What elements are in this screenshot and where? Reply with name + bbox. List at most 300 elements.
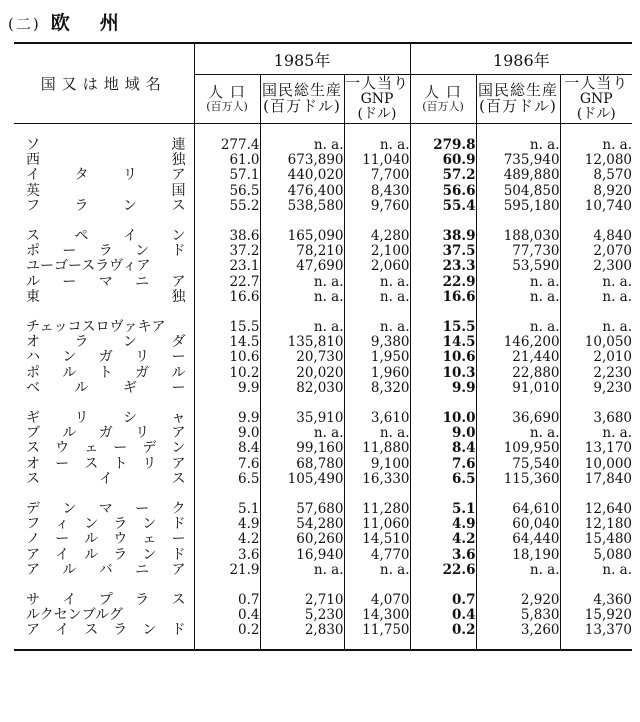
cell-p86: 6.5	[410, 472, 476, 487]
cell-p86: 9.9	[410, 381, 476, 396]
country-name-char: ア	[26, 561, 40, 578]
cell-g85: 476,400	[260, 184, 344, 199]
cell-c86: 2,070	[593, 243, 633, 260]
cell-c86: 12,180	[584, 516, 633, 533]
country-name-text	[14, 623, 194, 638]
table-row	[14, 199, 632, 214]
country-name-text	[14, 229, 194, 244]
cell-c86: 4,360	[593, 592, 633, 609]
cell-p86: 14.5	[410, 335, 476, 350]
country-name-char: ル	[62, 425, 77, 442]
cell-c86: 8,920	[593, 182, 633, 199]
country-name-char: ド	[171, 622, 186, 639]
country-name-char: ン	[142, 622, 157, 639]
country-name-text	[14, 350, 194, 365]
cell-g85: 135,810	[260, 335, 344, 350]
group-spacer	[14, 305, 632, 320]
cell-p86: 0.2	[410, 623, 476, 638]
country-name-text	[14, 199, 194, 214]
cell-c86: 4,840	[593, 228, 633, 245]
cell-c86: n. a.	[602, 561, 633, 578]
country-name-char: ル	[26, 273, 40, 290]
country-name-char: ア	[26, 622, 40, 639]
table-row	[14, 366, 632, 381]
cell-p86: 15.5	[410, 320, 476, 335]
country-name-char: ン	[62, 501, 77, 518]
cell-g85: 538,580	[260, 199, 344, 214]
country-name-char: プ	[98, 592, 113, 609]
cell-p85: 0.2	[194, 623, 260, 638]
cell-p86: 3.6	[410, 548, 476, 563]
cell-p85: 14.5	[194, 335, 260, 350]
country-name-text	[14, 441, 194, 456]
cell-c86: n. a.	[602, 137, 633, 153]
cell-p85: 22.7	[194, 275, 260, 290]
cell-c86: 2,230	[593, 364, 633, 381]
cell-g86: 735,940	[476, 153, 560, 168]
country-name-char: ア	[171, 167, 186, 184]
table-row	[14, 457, 632, 472]
cell-c85: 4,770	[344, 548, 410, 563]
cell-g85: 20,020	[260, 366, 344, 381]
country-name	[14, 593, 194, 608]
cell-p86: 4.2	[410, 532, 476, 547]
cell-c86: 2,010	[593, 349, 633, 366]
cell-p85: 55.2	[194, 199, 260, 214]
cell-c86: 12,640	[584, 501, 633, 518]
heading-char-1: 欧	[50, 12, 72, 34]
country-name-char: リ	[74, 410, 89, 427]
cell-c86: 8,570	[593, 167, 633, 184]
country-name-char: ス	[84, 622, 99, 639]
cell-p85: 8.4	[194, 441, 260, 456]
cell-g86: 60,040	[476, 517, 560, 532]
table-row	[14, 608, 632, 623]
cell-p85: 277.4	[194, 138, 260, 153]
country-name-char: ダ	[171, 334, 186, 351]
cell-g86: 146,200	[476, 335, 560, 350]
country-name-char: ー	[55, 455, 70, 472]
country-name-char: ン	[62, 349, 77, 366]
country-name-text	[14, 608, 194, 623]
section-heading	[8, 8, 121, 35]
country-name-char: イ	[55, 622, 70, 639]
country-name-char: ガ	[98, 425, 113, 442]
column-header-per-capita-1986	[560, 75, 632, 124]
country-name-char: ン	[142, 516, 157, 533]
cell-g85: 82,030	[260, 381, 344, 396]
cell-p85: 16.6	[194, 290, 260, 305]
country-name-char: ガ	[98, 349, 113, 366]
cell-p85: 5.1	[194, 502, 260, 517]
cell-g85: 673,890	[260, 153, 344, 168]
country-name-char: ー	[135, 501, 150, 518]
cell-g85: 16,940	[260, 548, 344, 563]
country-name-char: バ	[98, 561, 113, 578]
country-name-char: ウ	[55, 440, 70, 457]
cell-p86: 7.6	[410, 457, 476, 472]
country-name-text	[14, 593, 194, 608]
cell-c85: 11,060	[344, 517, 410, 532]
cell-c85: 8,430	[344, 184, 410, 199]
cell-g85: 20,730	[260, 350, 344, 365]
cell-g85: 35,910	[260, 411, 344, 426]
country-name-text	[14, 184, 194, 199]
country-name	[14, 350, 194, 365]
country-name-char: チェッコスロヴァキア	[26, 319, 166, 336]
country-name-char: ン	[171, 228, 186, 245]
group-spacer	[14, 639, 632, 650]
cell-g85: n. a.	[260, 290, 344, 305]
country-name-text	[14, 168, 194, 183]
column-header-region: 国又は地域名	[14, 43, 194, 124]
cell-g86: 91,010	[476, 381, 560, 396]
cell-p86: 16.6	[410, 290, 476, 305]
cell-p85: 56.5	[194, 184, 260, 199]
table-row	[14, 138, 632, 153]
country-name-char: デ	[26, 501, 40, 518]
country-name-char: マ	[98, 501, 113, 518]
country-name-char: フ	[26, 516, 40, 533]
cell-p85: 15.5	[194, 320, 260, 335]
cell-g85: 2,710	[260, 593, 344, 608]
table-row	[14, 472, 632, 487]
country-name	[14, 381, 194, 396]
country-name-char: ー	[171, 349, 186, 366]
cell-p85: 10.2	[194, 366, 260, 381]
cell-c85: 4,070	[344, 593, 410, 608]
cell-p86: 4.9	[410, 517, 476, 532]
cell-c85: 9,760	[344, 199, 410, 214]
population-unit: (百万人)	[422, 100, 464, 114]
cell-g86: 188,030	[476, 229, 560, 244]
cell-g86: 53,590	[476, 259, 560, 274]
country-name	[14, 426, 194, 441]
country-name-char: ス	[26, 228, 40, 245]
table-row	[14, 290, 632, 305]
cell-c85: 8,320	[344, 381, 410, 396]
cell-c85: 2,100	[344, 244, 410, 259]
country-name-char: ト	[98, 364, 113, 381]
country-name-char: シ	[123, 410, 137, 427]
country-name-char: ン	[171, 440, 186, 457]
cell-p86: 8.4	[410, 441, 476, 456]
country-name	[14, 335, 194, 350]
country-name-char: 独	[171, 288, 186, 305]
cell-c85: 1,950	[344, 350, 410, 365]
cell-p86: 38.9	[410, 229, 476, 244]
country-name	[14, 184, 194, 199]
country-name-text	[14, 290, 194, 305]
country-name-char: リ	[135, 349, 150, 366]
cell-g85: n. a.	[260, 320, 344, 335]
cell-c85: 9,100	[344, 457, 410, 472]
country-name-char: イ	[123, 228, 137, 245]
column-header-per-capita-1985	[344, 75, 410, 124]
country-name	[14, 502, 194, 517]
country-name-char: ド	[171, 516, 186, 533]
cell-g85: 99,160	[260, 441, 344, 456]
country-name-text	[14, 244, 194, 259]
cell-c85: n. a.	[344, 320, 410, 335]
country-name	[14, 290, 194, 305]
country-name-char: ブ	[26, 425, 40, 442]
country-name-char: ラ	[74, 197, 89, 214]
cell-p86: 0.7	[410, 593, 476, 608]
country-name-text	[14, 563, 194, 578]
country-name-char: ラ	[113, 546, 128, 563]
country-name-char: ィ	[55, 516, 70, 533]
country-name-char: 西	[26, 152, 40, 169]
cell-g86: 595,180	[476, 199, 560, 214]
country-name-char: ド	[171, 546, 186, 563]
cell-g86: 64,610	[476, 502, 560, 517]
population-unit: (百万人)	[206, 100, 248, 114]
cell-c85: n. a.	[344, 275, 410, 290]
country-name	[14, 532, 194, 547]
table-row	[14, 532, 632, 547]
cell-c86: 2,300	[593, 258, 633, 275]
cell-p85: 9.0	[194, 426, 260, 441]
cell-p85: 38.6	[194, 229, 260, 244]
cell-c86: 15,920	[584, 607, 633, 624]
country-name-char: ス	[26, 440, 40, 457]
cell-g86: 75,540	[476, 457, 560, 472]
country-name-char: ア	[171, 561, 186, 578]
cell-c86: 3,680	[593, 410, 633, 427]
cell-p86: 5.1	[410, 502, 476, 517]
cell-c86: 10,000	[584, 455, 633, 472]
table-row	[14, 411, 632, 426]
country-name-char: ル	[62, 561, 77, 578]
cell-c86: n. a.	[602, 273, 633, 290]
cell-p85: 3.6	[194, 548, 260, 563]
table-row	[14, 320, 632, 335]
country-name	[14, 259, 194, 274]
country-name-text	[14, 320, 194, 335]
cell-g86: 18,190	[476, 548, 560, 563]
country-name-char: ン	[123, 334, 137, 351]
cell-g86: n. a.	[476, 275, 560, 290]
country-name-text	[14, 457, 194, 472]
cell-p86: 22.9	[410, 275, 476, 290]
country-name-char: ル	[84, 531, 99, 548]
country-name	[14, 366, 194, 381]
country-name-char: ー	[171, 379, 186, 396]
country-name	[14, 623, 194, 638]
cell-p86: 22.6	[410, 563, 476, 578]
cell-p85: 4.2	[194, 532, 260, 547]
country-name	[14, 563, 194, 578]
country-name-char: ノ	[26, 531, 40, 548]
column-header-year-1985: 1985年	[194, 43, 410, 75]
cell-p86: 10.6	[410, 350, 476, 365]
group-spacer	[14, 396, 632, 411]
country-name	[14, 472, 194, 487]
cell-g86: 3,260	[476, 623, 560, 638]
cell-g86: 5,830	[476, 608, 560, 623]
country-name-text	[14, 472, 194, 487]
group-spacer	[14, 578, 632, 593]
column-header-year-1986: 1986年	[410, 43, 632, 75]
heading-char-2: 州	[99, 12, 121, 34]
cell-p86: 279.8	[410, 138, 476, 153]
country-name-char: ラ	[98, 243, 113, 260]
country-name-char: ハ	[26, 349, 40, 366]
country-name	[14, 168, 194, 183]
cell-g86: 22,880	[476, 366, 560, 381]
country-name-char: 英	[26, 182, 40, 199]
country-name-text	[14, 259, 194, 274]
country-name-text	[14, 548, 194, 563]
cell-g86: 109,950	[476, 441, 560, 456]
cell-g85: 2,830	[260, 623, 344, 638]
country-name-char: ル	[84, 546, 99, 563]
table-row	[14, 153, 632, 168]
cell-c86: 10,050	[584, 334, 633, 351]
table-row	[14, 259, 632, 274]
cell-c85: 2,060	[344, 259, 410, 274]
cell-c86: n. a.	[602, 425, 633, 442]
cell-g86: n. a.	[476, 426, 560, 441]
country-name-char: ル	[62, 364, 77, 381]
country-name-char: ー	[62, 273, 77, 290]
cell-p86: 10.3	[410, 366, 476, 381]
cell-c85: 11,280	[344, 502, 410, 517]
cell-g85: n. a.	[260, 275, 344, 290]
country-name-char: ル	[171, 364, 186, 381]
country-name-char: ギ	[26, 410, 40, 427]
table-row	[14, 275, 632, 290]
country-name-char: ニ	[135, 561, 150, 578]
country-name-char: ア	[26, 546, 40, 563]
cell-c86: 10,740	[584, 197, 633, 214]
country-name-char: ェ	[84, 440, 99, 457]
country-name-char: マ	[98, 273, 113, 290]
table-row	[14, 441, 632, 456]
cell-p86: 23.3	[410, 259, 476, 274]
country-name-text	[14, 426, 194, 441]
country-name-char: ア	[171, 273, 186, 290]
country-name-char: ル	[74, 379, 89, 396]
country-name-char: ポ	[26, 364, 40, 381]
country-name-text	[14, 366, 194, 381]
country-name-char: イ	[62, 592, 77, 609]
per-capita-unit: (ドル)	[576, 105, 616, 122]
country-name-char: ェ	[142, 531, 157, 548]
column-header-gnp-1986	[476, 75, 560, 124]
cell-p85: 7.6	[194, 457, 260, 472]
country-name-char: ト	[113, 455, 128, 472]
table-row	[14, 335, 632, 350]
cell-p85: 37.2	[194, 244, 260, 259]
country-name-char: ペ	[74, 228, 89, 245]
cell-g85: 68,780	[260, 457, 344, 472]
country-name-char: ユーゴースラヴィア	[26, 258, 151, 275]
country-name-char: ド	[171, 243, 186, 260]
country-name-char: デ	[142, 440, 157, 457]
country-name	[14, 199, 194, 214]
cell-c85: 14,300	[344, 608, 410, 623]
country-name-char: フ	[26, 197, 40, 214]
country-name-char: ラ	[113, 622, 128, 639]
cell-p85: 4.9	[194, 517, 260, 532]
table-row	[14, 426, 632, 441]
country-name-char: ス	[171, 592, 186, 609]
cell-p85: 10.6	[194, 350, 260, 365]
table-row	[14, 502, 632, 517]
table-row	[14, 563, 632, 578]
country-name	[14, 608, 194, 623]
cell-g85: 440,020	[260, 168, 344, 183]
country-name-char: ン	[123, 197, 137, 214]
country-name-char: リ	[142, 455, 157, 472]
country-name-char: ー	[55, 531, 70, 548]
cell-g85: n. a.	[260, 138, 344, 153]
cell-p86: 37.5	[410, 244, 476, 259]
country-name-text	[14, 138, 194, 153]
table-row	[14, 229, 632, 244]
cell-g86: 115,360	[476, 472, 560, 487]
cell-g86: n. a.	[476, 563, 560, 578]
country-name-char: ン	[142, 546, 157, 563]
table-row	[14, 623, 632, 638]
cell-g85: n. a.	[260, 563, 344, 578]
cell-g86: 36,690	[476, 411, 560, 426]
section-number: (二)	[8, 15, 41, 33]
country-name-char: リ	[123, 167, 137, 184]
cell-p85: 23.1	[194, 259, 260, 274]
header-row-years	[14, 43, 632, 75]
country-name-char: オ	[26, 455, 40, 472]
table-row	[14, 168, 632, 183]
country-name-char: サ	[26, 592, 40, 609]
country-name	[14, 517, 194, 532]
column-header-population-1986	[410, 75, 476, 124]
country-name-char: ス	[171, 197, 186, 214]
cell-c85: 4,280	[344, 229, 410, 244]
table-row	[14, 244, 632, 259]
country-name-text	[14, 517, 194, 532]
country-name-text	[14, 275, 194, 290]
europe-statistics-table	[14, 42, 632, 651]
column-header-population-1985	[194, 75, 260, 124]
cell-c86: 12,080	[584, 152, 633, 169]
gnp-label: 国民総生産	[261, 81, 342, 100]
country-name-text	[14, 153, 194, 168]
cell-g86: 2,920	[476, 593, 560, 608]
per-capita-gnp: GNP	[579, 91, 613, 108]
cell-g85: 57,680	[260, 502, 344, 517]
gnp-label: 国民総生産	[478, 81, 559, 100]
country-name-char: ラ	[74, 334, 89, 351]
country-name-text	[14, 335, 194, 350]
cell-c85: n. a.	[344, 290, 410, 305]
cell-p85: 6.5	[194, 472, 260, 487]
country-name	[14, 138, 194, 153]
table-row	[14, 593, 632, 608]
cell-p85: 0.7	[194, 593, 260, 608]
cell-c85: n. a.	[344, 563, 410, 578]
population-label: 人 口	[208, 83, 246, 102]
cell-c85: n. a.	[344, 426, 410, 441]
country-name-char: ラ	[135, 592, 150, 609]
country-name-char: ルクセンブルグ	[26, 607, 123, 624]
cell-p86: 60.9	[410, 153, 476, 168]
country-name-char: ガ	[135, 364, 150, 381]
gnp-unit: (百万ドル)	[479, 97, 557, 115]
cell-p86: 0.4	[410, 608, 476, 623]
